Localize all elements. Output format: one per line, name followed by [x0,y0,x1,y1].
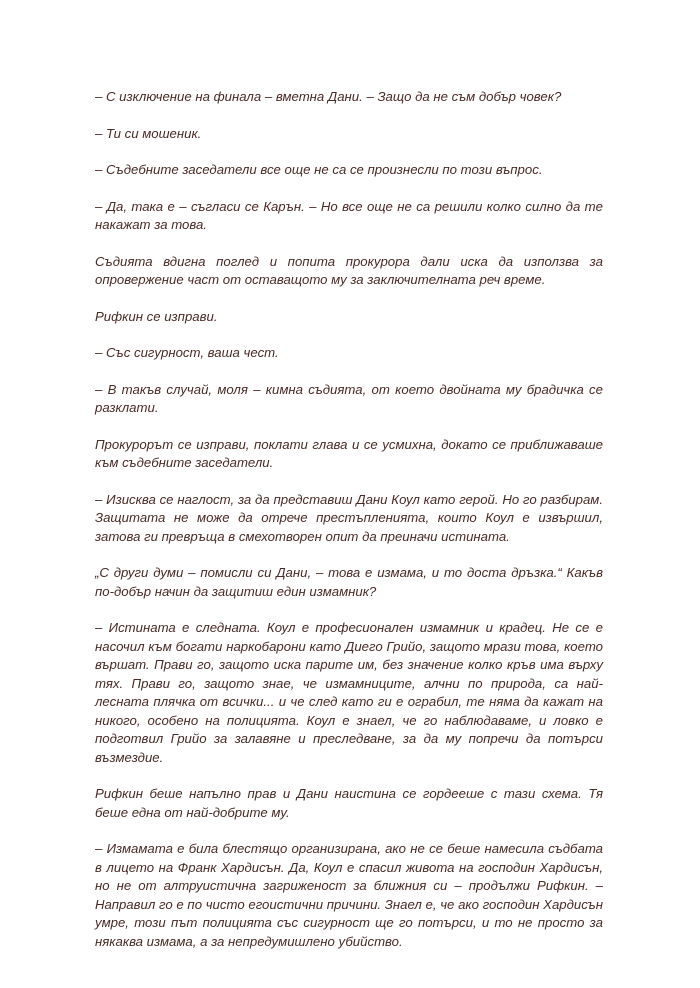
paragraph: Съдията вдигна поглед и попита прокурора дали иска да използва за опровержение част от оставащото му за заключителната реч време. [95,253,603,287]
paragraph: Рифкин се изправи. [95,308,218,324]
paragraph: – Изисква се наглост, за да представиш Дани Коул като герой. Но го разбирам. Защитата не може да отрече престъпленията, които Коул е извършил, затова ги превръща в смехотворен опит да преиначи истината. [95,491,603,544]
paragraph: – Със сигурност, ваша чест. [95,345,279,360]
paragraph: – С изключение на финала – вметна Дани. – Защо да не съм добър човек? [95,89,562,104]
paragraph: – Ти си мошеник. [95,125,202,141]
paragraph: – Да, така е – съгласи се Карън. – Но все още не са решили колко силно да те накажат за това. [95,198,603,232]
paragraph: „С други думи – помисли си Дани, – това е измама, и то доста дръзка.“ Какъв по-добър начин да защитиш един измамник? [95,565,603,599]
paragraph: – Съдебните заседатели все още не са се произнесли по този въпрос. [95,162,543,177]
paragraph: – Измамата е била блестящо организирана, ако не се беше намесила съдбата в лицето на Франк Хардисън. Да, Коул е спасил живота на господин Хардисън, но не от алтруистична загриженост за ближния си – продължи Рифкин. – Направил го е по чисто егоистични причини. Знаел е, че ако господин Хардисън умре, този път полицията със сигурност ще го потърси, и то не просто за някаква измама, а за непредумишлено убийство. [95,841,603,949]
paragraph: – В такъв случай, моля – кимна съдията, от което двойната му брадичка се разклати. [95,381,603,415]
paragraph: Рифкин беше напълно прав и Дани наистина се гордееше с тази схема. Тя беше една от най-добрите му. [95,786,603,820]
document-body [95,88,603,951]
paragraph: – Истината е следната. Коул е професионален измамник и крадец. Не се е насочил към богати наркобарони като Диего Грийо, защото мрази това, което вършат. Прави го, защото иска парите им, без значение колко кръв има върху тях. Прави го, защото знае, че измамниците, алчни по природа, са най-лесната плячка от всички... и че след като ги е ограбил, те няма да кажат на никого, особено на полицията. Коул е знаел, че го наблюдаваме, и ловко е подготвил Грийо за залавяне и преследване, за да му попречи да потърси възмездие. [95,620,603,765]
paragraph: Прокурорът се изправи, поклати глава и се усмихна, докато се приближаваше към съдебните заседатели. [95,436,603,470]
